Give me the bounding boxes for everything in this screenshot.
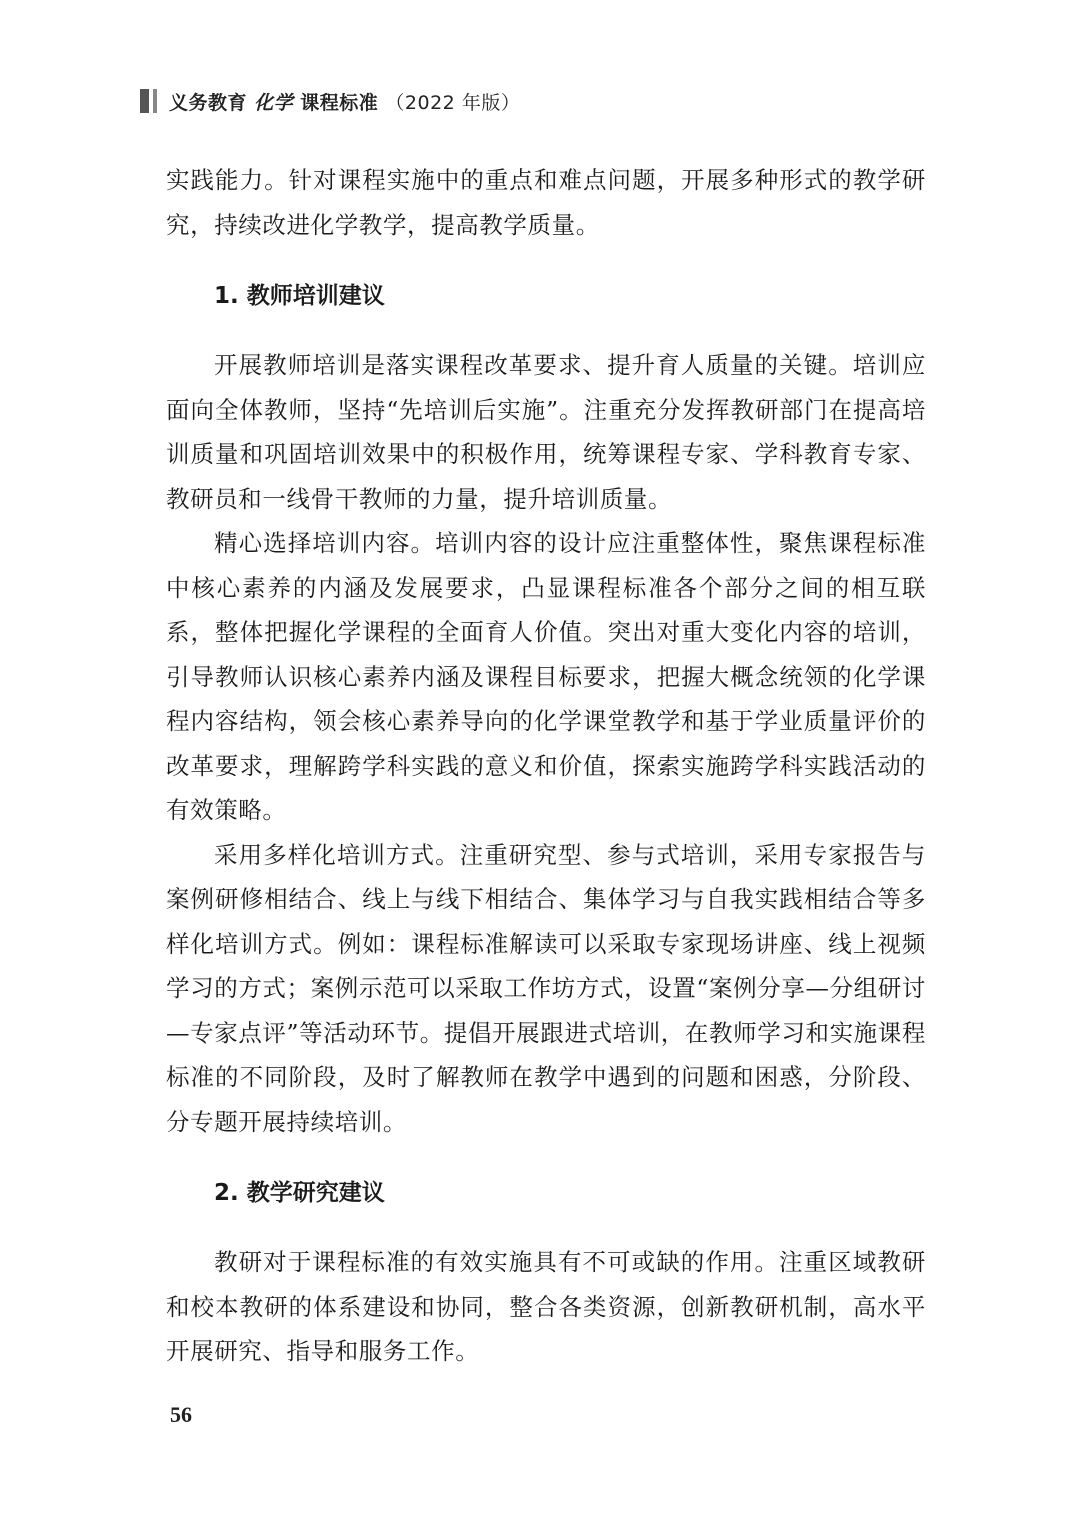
book-title-suffix: 课程标准 (300, 91, 379, 114)
section-heading-teaching-research: 2. 教学研究建议 (214, 1180, 385, 1206)
book-title (169, 88, 520, 115)
header-thick-bar (140, 89, 149, 113)
page-number: 56 (170, 1402, 192, 1427)
paragraph: 教研对于课程标准的有效实施具有不可或缺的作用。注重区域教研和校本教研的体系建设和协同，整合各类资源，创新教研机制，高水平开展研究、指导和服务工作。 (166, 1248, 926, 1365)
book-title-prefix: 义务教育 (169, 91, 248, 114)
book-edition: （2022 年版） (385, 91, 521, 114)
paragraph: 采用多样化培训方式。注重研究型、参与式培训，采用专家报告与案例研修相结合、线上与线下相结合、集体学习与自我实践相结合等多样化培训方式。例如：课程标准解读可以采取专家现场讲座、线上视频学习的方式；案例示范可以采取工作坊方式，设置“案例分享—分组研讨—专家点评”等活动环节。提倡开展跟进式培训，在教师学习和实施课程标准的不同阶段，及时了解教师在教学中遇到的问题和困惑，分阶段、分专题开展持续培训。 (166, 840, 926, 1136)
intro-paragraph: 实践能力。针对课程实施中的重点和难点问题，开展多种形式的教学研究，持续改进化学教学，提高教学质量。 (166, 166, 926, 239)
section-heading-teacher-training: 1. 教师培训建议 (214, 283, 385, 309)
paragraph: 精心选择培训内容。培训内容的设计应注重整体性，聚焦课程标准中核心素养的内涵及发展要求，凸显课程标准各个部分之间的相互联系，整体把握化学课程的全面育人价值。突出对重大变化内容的培训，引导教师认识核心素养内涵及课程目标要求，把握大概念统领的化学课程内容结构，领会核心素养导向的化学课堂教学和基于学业质量评价的改革要求，理解跨学科实践的意义和价值，探索实施跨学科实践活动的有效策略。 (166, 529, 926, 824)
page-body (166, 158, 926, 1374)
header-bar-marks (140, 89, 157, 113)
book-title-subject: 化学 (254, 91, 294, 114)
header-thin-bar (153, 89, 157, 113)
paragraph: 开展教师培训是落实课程改革要求、提升育人质量的关键。培训应面向全体教师，坚持“先培训后实施”。注重充分发挥教研部门在提高培训质量和巩固培训效果中的积极作用，统筹课程专家、学科教育专家、教研员和一线骨干教师的力量，提升培训质量。 (166, 351, 926, 513)
running-header (140, 86, 520, 116)
